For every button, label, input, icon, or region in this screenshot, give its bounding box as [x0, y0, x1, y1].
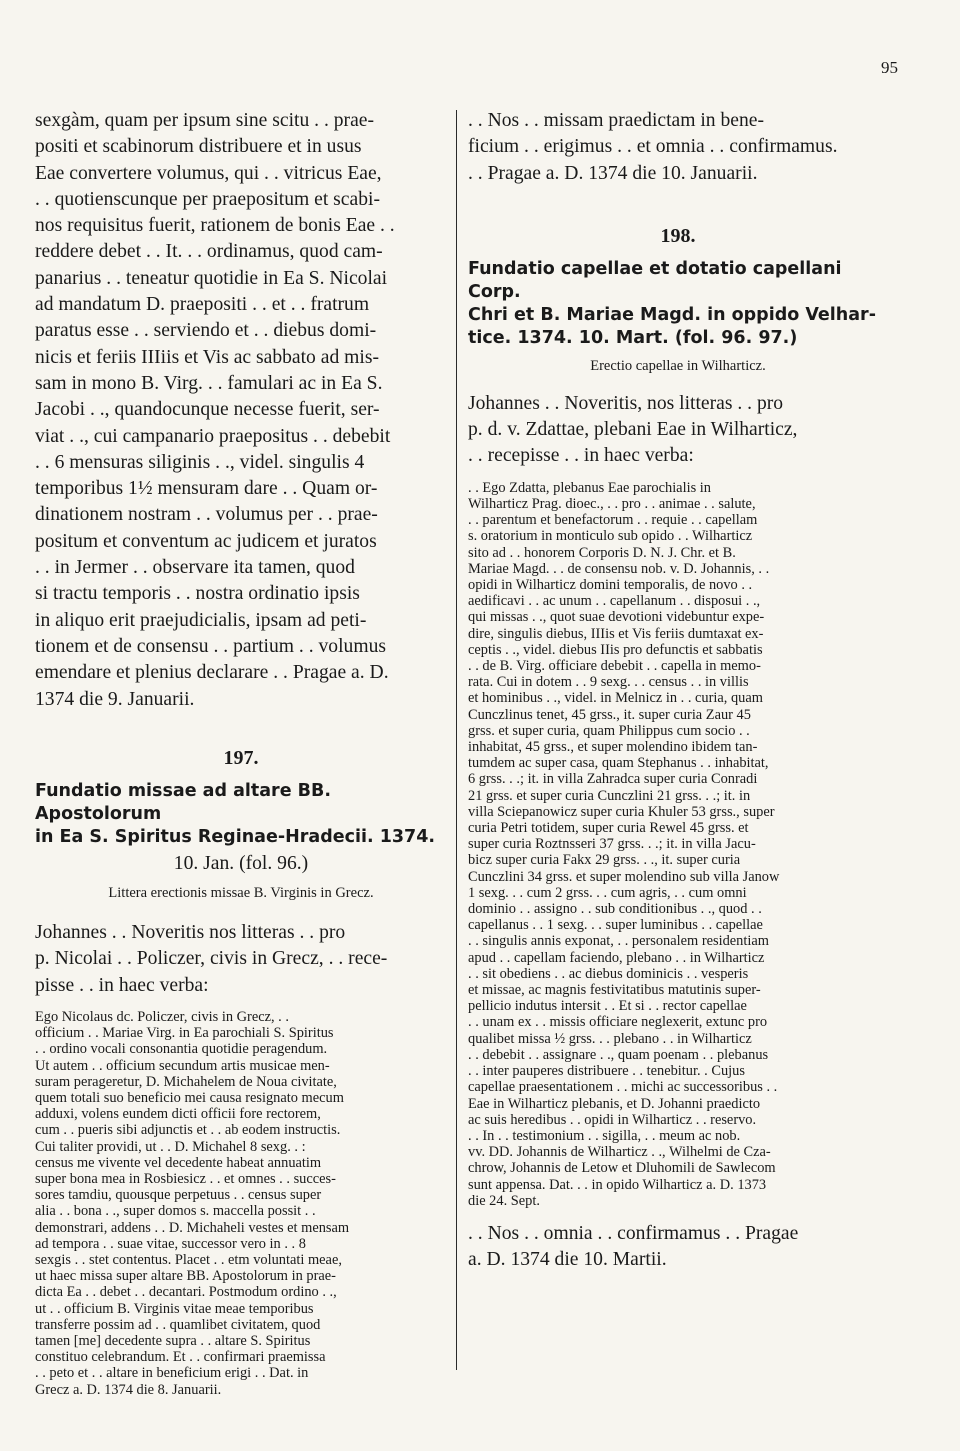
document-subtitle-198: Erectio capellae in Wilharticz. [590, 357, 766, 374]
document-text-198: . . Ego Zdatta, plebanus Eae parochialis in Wilharticz Prag. dioec., . . pro . . animae . . salute, . . parentum et benefactorum . . requie . . capellam s. oratorium in monticulo sub opido . . Wilharticz sito ad . . honorem Corporis D. N. J. Chr. et B. Mariae Magd. . . de consensu nob. v. D. Johannis, . . opidi in Wilharticz domini temporalis, de novo . . aedificavi . . ac unum . . capellanum . . disposui . ., qui missas . ., quot suae devotioni videbuntur expe- dire, singulis diebus, IIIis et Vis feriis dumtaxat ex- ceptis . ., videl. diebus IIis pro defunctis et sabbatis . . de B. Virg. officiare debebit . . capella in memo- rata. Cui in dotem . . 9 sexg. . . census . . in villis et hominibus . ., videl. in Melnicz in . . curia, quam Cunczlinus tenet, 45 grss., it. super curia Zaur 45 grss. et super curia, quam Philippus cum socio . . inhabitat, 45 grss., et super molendino ibidem tan- tumdem ac super casa, quam Stephanus . . inhabitat, 6 grss. . .; it. in villa Zahradca super curia Conradi 21 grss. et super curia Cunczlini 21 grss. . .; it. in villa Sciepanowicz super curia Khuler 53 grss., super curia Petri totidem, super curia Rewel 45 grss. et super curia Roztnsseri 37 grss. . .; it. in villa Jacu- bicz super curia Fakx 29 grss. . ., it. super curia Cunczlini 34 grss. et super molendino sub villa Janow 1 sexg. . . cum 2 grss. . . cum agris, . . cum omni dominio . . assigno . . sub conditionibus . ., quod . . capellanus . . 1 sexg. . . super luminibus . . capellae . . singulis annis exponat, . . personalem residentiam apud . . capellam faciendo, plebano . . in Wilharticz . . sit obediens . . ac diebus dominicis . . vesperis et missae, ac magnis festivitatibus matutinis super- pellicio indutus intersit . . Et si . . rector capellae . . unam ex . . missis officiare neglexerit, extunc pro qualibet missa ½ grss. . . plebano . . in Wilharticz . . debebit . . assignare . ., quam poenam . . plebanus . . inter pauperes distribuere . . tenebitur. . Cujus capellae praesentationem . . michi ac successoribus . . Eae in Wilharticz plebanis, et D. Johanni praedicto ac suis heredibus . . opidi in Wilharticz . . reservo. . . In . . testimonium . . sigilla, . . meum ac nob. vv. DD. Johannis de Wilharticz . ., Wilhelmi de Cza- chrow, Johannis de Letow et Dluhomili de Sawlecom sunt appensa. Dat. . . in opido Wilharticz a. D. 1373 die 24. Sept. [468, 479, 780, 1209]
document-closing-198: . . Nos . . omnia . . confirmamus . . Pragae a. D. 1374 die 10. Martii. [468, 1222, 799, 1271]
document-date-197: 10. Jan. (fol. 96.) [173, 852, 309, 874]
document-text-197: Ego Nicolaus dc. Policzer, civis in Grecz, . . officium . . Mariae Virg. in Ea parochiali S. Spiritus . . ordino vocali consonantia quotidie peragendum. Ut autem . . officium secundum artis musicae men- suram perageretur, D. Michahelem de Noua civitate, quem totali suo beneficio mei causa resignato mecum adduxi, volens eundem dicti officii fore rectorem, cum . . pueris sibi adjunctis et . . ab eodem instructis. Cui taliter providi, ut . . D. Michahel 8 sexg. . : census me vivente vel decedente habeat annuatim super bona mea in Rosbiesicz . . et omnes . . succes- sores tamdiu, quousque perpetuus . . census super alia . . bona . ., super domos s. maccella possit . . demonstrari, addens . . D. Michaheli vestes et mensam ad tempora . . suae vitae, successor vero in . . 8 sexgis . . stet contentus. Placet . . etm voluntati meae, ut haec missa super altare BB. Apostolorum in prae- dicta Ea . . debet . . decantari. Postmodum ordino . ., ut . . officium B. Virginis vitae meae temporibus transferre possim ad . . quamlibet civitatem, quod tamen [me] decedente supra . . altare S. Spiritus constituo celebrandum. Et . . confirmari praemissa . . peto et . . altare in beneficium erigi . . Dat. in Grecz a. D. 1374 die 8. Januarii. [35, 1009, 350, 1398]
continuation-text-right: . . Nos . . missam praedictam in bene- ficium . . erigimus . . et omnia . . confirmamus. . . Pragae a. D. 1374 die 10. Januarii. [468, 110, 838, 184]
document-subtitle-197: Littera erectionis missae B. Virginis in Grecz. [108, 885, 374, 902]
document-title-198: Fundatio capellae et dotatio capellani Corp. Chri et B. Mariae Magd. in oppido Velhar- tice. 1374. 10. Mart. (fol. 96. 97.) [468, 258, 876, 348]
column-divider [456, 110, 457, 1370]
document-intro-197: Johannes . . Noveritis nos litteras . . pro p. Nicolai . . Policzer, civis in Grecz, . . rece- pisse . . in haec verba: [35, 922, 388, 996]
left-column [35, 108, 447, 1398]
document-number-198: 198. [660, 224, 696, 247]
document-number-197: 197. [223, 746, 259, 769]
page-number: 95 [881, 58, 898, 77]
right-column [468, 108, 888, 1274]
document-title-197: Fundatio missae ad altare BB. Apostolorum in Ea S. Spiritus Reginae-Hradecii. 1374. [35, 780, 436, 847]
document-intro-198: Johannes . . Noveritis, nos litteras . . pro p. d. v. Zdattae, plebani Eae in Wilharticz, . . recepisse . . in haec verba: [468, 392, 798, 467]
continuation-text: sexgàm, quam per ipsum sine scitu . . prae- positi et scabinorum distribuere et in usus Eae convertere volumus, qui . . vitricus Eae, . . quotienscunque per praepositum et scabi- nos requisitus fuerit, rationem de bonis Eae . . reddere debet . . It. . . ordinamus, quod cam- panarius . . teneatur quotidie in Ea S. Nicolai ad mandatum D. praepositi . . et . . fratrum paratus esse . . serviendo et . . diebus domi- nicis et feriis IIIiis et Vis ac sabbato ad mis- sam in mono B. Virg. . . famulari ac in Ea S. Jacobi . ., quandocunque necesse fuerit, ser- viat . ., cui campanario praepositus . . debebit . . 6 mensuras siliginis . ., videl. singulis 4 temporibus 1½ mensuram dare . . Quam or- dinationem nostram . . volumus per . . prae- positum et conventum ac judicem et juratos . . in Jermer . . observare ita tamen, quod si tractu temporis . . nostra ordinatio ipsis in aliquo erit praejudicialis, ipsam ad peti- tionem et de consensu . . partium . . volumus emendare et plenius declarare . . Pragae a. D. 1374 die 9. Januarii. [35, 110, 395, 710]
